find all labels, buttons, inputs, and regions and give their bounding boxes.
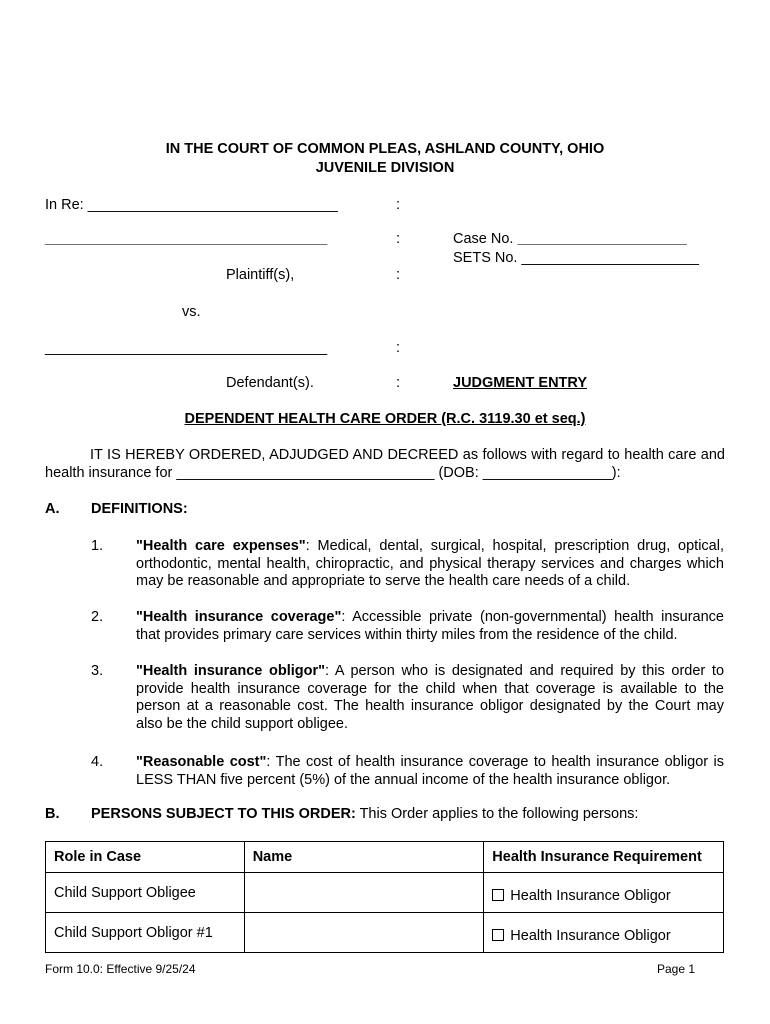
checkbox[interactable]	[492, 889, 504, 901]
requirement-label: Health Insurance Obligor	[510, 887, 671, 904]
caption-colon: :	[396, 267, 401, 283]
definition-number: 3.	[91, 663, 104, 679]
role-cell: Child Support Obligor #1	[46, 913, 245, 953]
case-no-line: _____________________	[517, 231, 687, 247]
table-row	[46, 873, 724, 913]
section-a-title: DEFINITIONS:	[91, 501, 188, 517]
definition-number: 4.	[91, 754, 104, 770]
requirement-label: Health Insurance Obligor	[510, 927, 671, 944]
column-header-role: Role in Case	[46, 842, 245, 873]
definition-text: : A person who is designated and required by this order to provide health insurance coverage for the child when that coverage is available to the person at a reasonable cost. The health insurance obligor designated by the Court may also be the child support obligee.	[136, 663, 725, 732]
judgment-entry-title: JUDGMENT ENTRY	[453, 375, 587, 391]
table-header-row	[46, 842, 724, 873]
section-a-letter: A.	[45, 501, 60, 517]
definition-item	[136, 609, 724, 644]
definition-text: : Medical, dental, surgical, hospital, prescription drug, optical, orthodontic, mental health, chiropractic, and physical therapy services and charges which may be reasonable and appropriate to serve the health care needs of a child.	[136, 538, 724, 589]
section-b-heading	[91, 806, 638, 822]
case-no-field	[453, 231, 687, 247]
definition-item	[136, 663, 724, 733]
requirement-cell	[484, 873, 724, 913]
column-header-name: Name	[244, 842, 484, 873]
definition-number: 2.	[91, 609, 104, 625]
section-b-text: This Order applies to the following persons:	[355, 806, 639, 822]
sets-no-field: SETS No. ______________________	[453, 250, 699, 266]
persons-table	[45, 841, 724, 953]
case-no-label: Case No.	[453, 231, 514, 247]
name-cell[interactable]	[244, 913, 484, 953]
court-heading: IN THE COURT OF COMMON PLEAS, ASHLAND COUNTY, OHIO	[165, 141, 605, 157]
page-number: Page 1	[657, 962, 696, 976]
name-cell[interactable]	[244, 873, 484, 913]
caption-colon: :	[396, 375, 401, 391]
plaintiff-label: Plaintiff(s),	[226, 267, 295, 283]
definition-item	[136, 754, 724, 789]
requirement-cell	[484, 913, 724, 953]
caption-colon: :	[396, 340, 401, 356]
definition-number: 1.	[91, 538, 104, 554]
role-cell: Child Support Obligee	[46, 873, 245, 913]
definition-term: "Health insurance coverage"	[136, 609, 342, 625]
intro-paragraph: IT IS HEREBY ORDERED, ADJUDGED AND DECREED as follows with regard to health care and health insurance for ________________________________ (DOB: ________________):	[45, 447, 725, 481]
definition-term: "Health care expenses"	[136, 538, 306, 554]
caption-colon: :	[396, 197, 401, 213]
definition-term: "Reasonable cost"	[136, 754, 267, 770]
in-re-field: In Re: _______________________________	[45, 197, 338, 213]
versus-label: vs.	[182, 304, 201, 320]
caption-colon: :	[396, 231, 401, 247]
table-row	[46, 913, 724, 953]
section-b-title: PERSONS SUBJECT TO THIS ORDER:	[91, 806, 356, 822]
definition-term: "Health insurance obligor"	[136, 663, 326, 679]
section-b-letter: B.	[45, 806, 60, 822]
definition-text: : Accessible private (non-governmental) health insurance that provides primary care services within thirty miles from the residence of the child.	[136, 609, 724, 643]
form-footer: Form 10.0: Effective 9/25/24	[45, 962, 196, 976]
order-title: DEPENDENT HEALTH CARE ORDER (R.C. 3119.30 et seq.)	[184, 411, 586, 427]
definition-item	[136, 538, 724, 591]
checkbox[interactable]	[492, 929, 504, 941]
column-header-requirement: Health Insurance Requirement	[484, 842, 724, 873]
defendant-name-line: ___________________________________	[45, 340, 328, 356]
definition-text: : The cost of health insurance coverage to health insurance obligor is LESS THAN five percent (5%) of the annual income of the health insurance obligor.	[136, 754, 724, 788]
defendant-label: Defendant(s).	[226, 375, 314, 391]
division-heading: JUVENILE DIVISION	[315, 160, 455, 176]
plaintiff-name-line: ___________________________________	[45, 231, 328, 247]
